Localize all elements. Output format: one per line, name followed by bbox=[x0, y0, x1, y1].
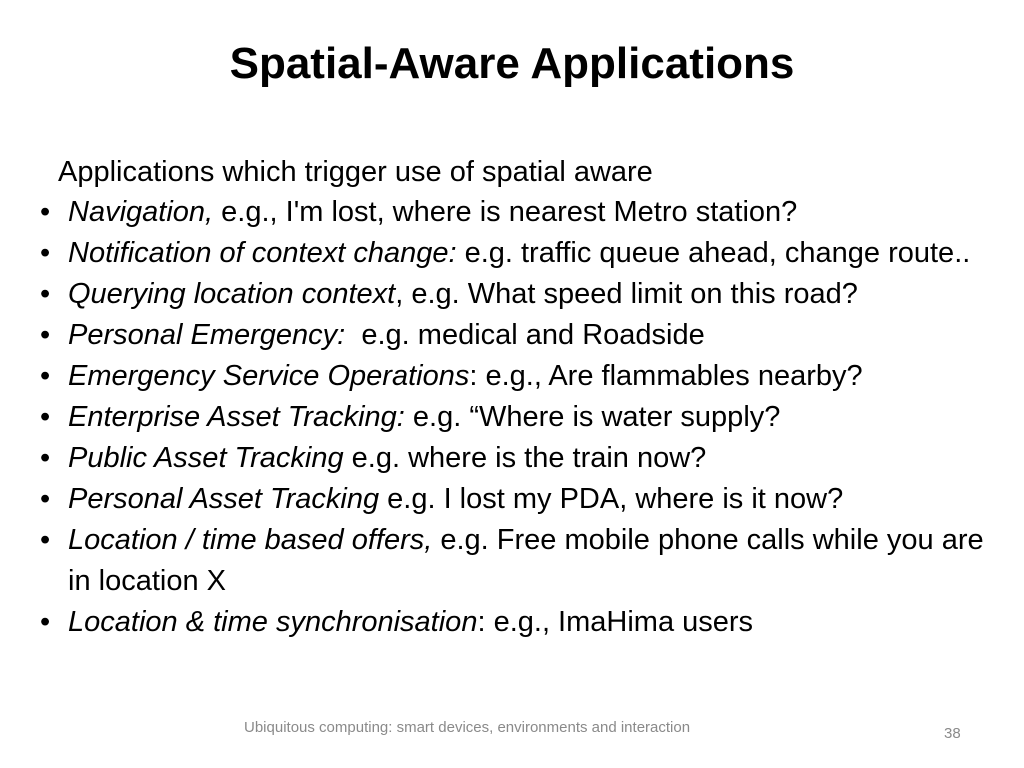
bullet-dot: • bbox=[40, 360, 51, 392]
bullet-item-personal-asset bbox=[40, 479, 1010, 520]
bullet-text: : e.g., Are flammables nearby? bbox=[469, 360, 863, 392]
bullet-item-emergency-service bbox=[40, 356, 1010, 397]
slide-footer: Ubiquitous computing: smart devices, environments and interaction bbox=[244, 719, 691, 736]
bullet-text: , e.g. What speed limit on this road? bbox=[395, 278, 858, 310]
bullet-term: Location & time synchronisation bbox=[68, 606, 478, 638]
bullet-text: e.g. I lost my PDA, where is it now? bbox=[379, 483, 844, 515]
bullet-item-querying bbox=[40, 274, 1010, 315]
intro-text: Applications which trigger use of spatial aware bbox=[58, 156, 653, 188]
bullet-text: e.g. Free mobile phone calls while you are in location X bbox=[68, 524, 984, 597]
bullet-dot: • bbox=[40, 196, 51, 228]
bullet-text: e.g. where is the train now? bbox=[343, 442, 707, 474]
bullet-dot: • bbox=[40, 442, 51, 474]
bullet-text: e.g., I'm lost, where is nearest Metro station? bbox=[213, 196, 798, 228]
bullet-dot: • bbox=[40, 401, 51, 433]
bullet-item-personal-emergency bbox=[40, 315, 1010, 356]
bullet-item-notification bbox=[40, 233, 1010, 274]
bullet-text: : e.g., ImaHima users bbox=[477, 606, 754, 638]
bullet-term: Public Asset Tracking bbox=[68, 442, 344, 474]
bullet-text: e.g. traffic queue ahead, change route.. bbox=[456, 237, 971, 269]
bullet-item-location-offers bbox=[40, 520, 1010, 602]
slide-number: 38 bbox=[944, 725, 961, 742]
slide-title: Spatial-Aware Applications bbox=[229, 39, 795, 88]
bullet-term: Personal Emergency: bbox=[68, 319, 346, 351]
bullet-term: Personal Asset Tracking bbox=[68, 483, 380, 515]
bullet-item-location-sync bbox=[40, 602, 1010, 643]
bullet-dot: • bbox=[40, 483, 51, 515]
bullet-item-navigation bbox=[40, 192, 1010, 233]
bullet-item-public-asset bbox=[40, 438, 1010, 479]
bullet-term: Location / time based offers, bbox=[68, 524, 433, 556]
bullet-dot: • bbox=[40, 319, 51, 351]
bullet-term: Notification of context change: bbox=[68, 237, 457, 269]
bullet-dot: • bbox=[40, 606, 51, 638]
bullet-term: Enterprise Asset Tracking: bbox=[68, 401, 405, 433]
bullet-term: Navigation, bbox=[68, 196, 214, 228]
bullet-text: e.g. medical and Roadside bbox=[345, 319, 705, 351]
bullet-item-enterprise-asset bbox=[40, 397, 1010, 438]
bullet-term: Emergency Service Operations bbox=[68, 360, 470, 392]
bullet-dot: • bbox=[40, 524, 51, 556]
bullet-dot: • bbox=[40, 237, 51, 269]
bullet-text: e.g. “Where is water supply? bbox=[404, 401, 781, 433]
bullet-dot: • bbox=[40, 278, 51, 310]
bullet-term: Querying location context bbox=[68, 278, 396, 310]
bullet-list bbox=[40, 192, 1010, 643]
